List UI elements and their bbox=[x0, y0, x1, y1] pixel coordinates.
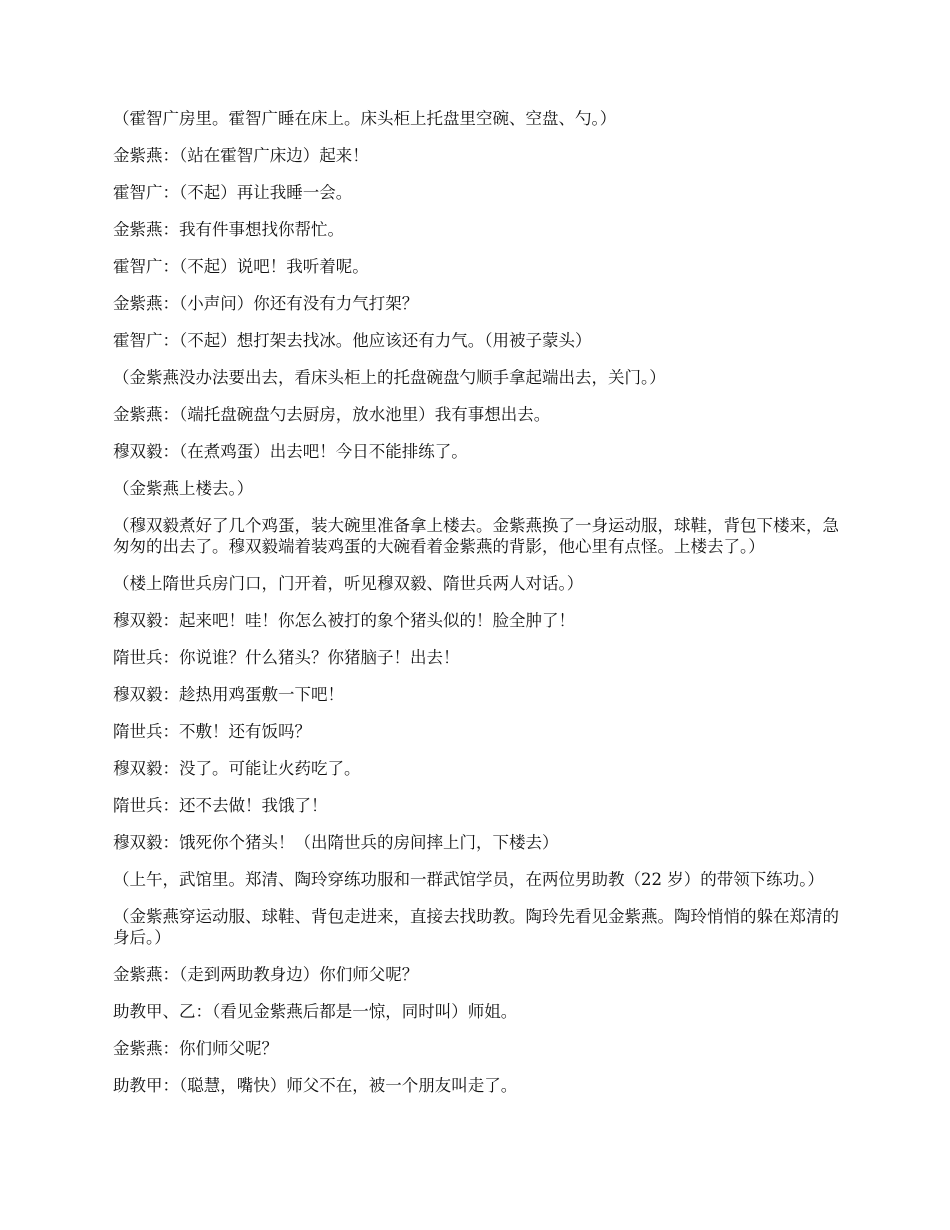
dialogue-line: 金紫燕：（端托盘碗盘勺去厨房，放水池里）我有事想出去。 bbox=[113, 405, 551, 424]
dialogue-line: 霍智广：（不起）说吧！我听着呢。 bbox=[113, 257, 369, 276]
dialogue-line: 金紫燕：（小声问）你还有没有力气打架？ bbox=[113, 294, 419, 313]
dialogue-line: 霍智广：（不起）想打架去找冰。他应该还有力气。（用被子蒙头） bbox=[113, 331, 592, 350]
dialogue-line: 助教甲、乙：（看见金紫燕后都是一惊，同时叫）师姐。 bbox=[113, 1002, 518, 1021]
stage-direction: （霍智广房里。霍智广睡在床上。床头柜上托盘里空碗、空盘、勺。） bbox=[113, 109, 617, 128]
stage-direction: （楼上隋世兵房门口，门开着，听见穆双毅、隋世兵两人对话。） bbox=[113, 574, 584, 593]
dialogue-line: 穆双毅：饿死你个猪头！（出隋世兵的房间摔上门，下楼去） bbox=[113, 833, 559, 852]
stage-direction: （穆双毅煮好了几个鸡蛋，装大碗里准备拿上楼去。金紫燕换了一身运动服，球鞋，背包下楼来，急匆匆的出去了。穆双毅端着装鸡蛋的大碗看着金紫燕的背影，他心里有点怪。上楼去了。） bbox=[113, 516, 839, 556]
dialogue-line: 隋世兵：不敷！还有饭吗？ bbox=[113, 722, 311, 741]
dialogue-line: 穆双毅：（在煮鸡蛋）出去吧！今日不能排练了。 bbox=[113, 442, 468, 461]
dialogue-line: 隋世兵：你说谁？什么猪头？你猪脑子！出去！ bbox=[113, 648, 460, 667]
stage-direction: （金紫燕没办法要出去，看床头柜上的托盘碗盘勺顺手拿起端出去，关门。） bbox=[113, 368, 666, 387]
stage-direction: （上午，武馆里。郑清、陶玲穿练功服和一群武馆学员，在两位男助教（22 岁）的带领下练功。） bbox=[113, 870, 824, 889]
stage-direction: （金紫燕穿运动服、球鞋、背包走进来，直接去找助教。陶玲先看见金紫燕。陶玲悄悄的躲在郑清的身后。） bbox=[113, 907, 839, 947]
dialogue-line: 霍智广：（不起）再让我睡一会。 bbox=[113, 183, 353, 202]
dialogue-line: 金紫燕：（走到两助教身边）你们师父呢？ bbox=[113, 965, 419, 984]
dialogue-line: 穆双毅：起来吧！哇！你怎么被打的象个猪头似的！脸全肿了！ bbox=[113, 611, 575, 630]
dialogue-line: 金紫燕：我有件事想找你帮忙。 bbox=[113, 220, 344, 239]
dialogue-line: 助教甲：（聪慧，嘴快）师父不在，被一个朋友叫走了。 bbox=[113, 1076, 518, 1095]
dialogue-line: 隋世兵：还不去做！我饿了！ bbox=[113, 796, 328, 815]
dialogue-line: 金紫燕：你们师父呢？ bbox=[113, 1039, 278, 1058]
dialogue-line: 穆双毅：趁热用鸡蛋敷一下吧！ bbox=[113, 685, 344, 704]
dialogue-line: 金紫燕：（站在霍智广床边）起来！ bbox=[113, 146, 369, 165]
stage-direction: （金紫燕上楼去。） bbox=[113, 479, 254, 498]
dialogue-line: 穆双毅：没了。可能让火药吃了。 bbox=[113, 759, 361, 778]
script-text bbox=[113, 108, 845, 1112]
